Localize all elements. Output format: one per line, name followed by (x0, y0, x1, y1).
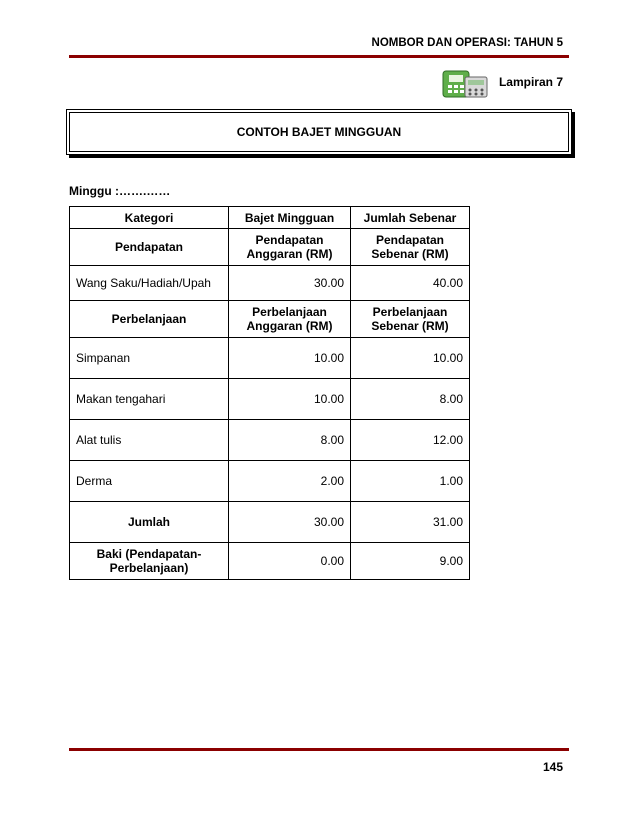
total-budget-value: 30.00 (229, 502, 351, 543)
income-header-cell: Pendapatan Sebenar (RM) (351, 229, 470, 266)
calculator-icon (441, 67, 493, 101)
balance-label: Baki (Pendapatan-Perbelanjaan) (70, 543, 229, 580)
table-row (70, 338, 470, 379)
budget-value: 10.00 (229, 338, 351, 379)
budget-value: 8.00 (229, 420, 351, 461)
row-label: Simpanan (70, 338, 229, 379)
header-title: NOMBOR DAN OPERASI: TAHUN 5 (371, 37, 563, 49)
actual-value: 10.00 (351, 338, 470, 379)
week-label: Minggu :…….…… (69, 184, 171, 198)
row-label: Derma (70, 461, 229, 502)
balance-budget-value: 0.00 (229, 543, 351, 580)
row-label: Alat tulis (70, 420, 229, 461)
total-label: Jumlah (70, 502, 229, 543)
balance-row (70, 543, 470, 580)
row-label: Wang Saku/Hadiah/Upah (70, 266, 229, 301)
expense-header-cell: Perbelanjaan Sebenar (RM) (351, 301, 470, 338)
appendix-label: Lampiran 7 (498, 75, 563, 89)
table-row (70, 420, 470, 461)
actual-value: 12.00 (351, 420, 470, 461)
expense-header-cell: Perbelanjaan (70, 301, 229, 338)
footer-divider (69, 748, 569, 751)
column-header: Kategori (70, 207, 229, 229)
expense-header-row (70, 301, 470, 338)
header-divider (69, 55, 569, 58)
page-number: 145 (542, 760, 563, 774)
actual-value: 8.00 (351, 379, 470, 420)
expense-header-cell: Perbelanjaan Anggaran (RM) (229, 301, 351, 338)
actual-value: 40.00 (351, 266, 470, 301)
budget-value: 2.00 (229, 461, 351, 502)
document-title: CONTOH BAJET MINGGUAN (236, 125, 402, 139)
income-header-cell: Pendapatan Anggaran (RM) (229, 229, 351, 266)
column-header: Bajet Mingguan (229, 207, 351, 229)
total-actual-value: 31.00 (351, 502, 470, 543)
total-row (70, 502, 470, 543)
table-row (70, 379, 470, 420)
budget-value: 30.00 (229, 266, 351, 301)
table-header-row (70, 207, 470, 229)
income-header-row (70, 229, 470, 266)
table-row (70, 266, 470, 301)
actual-value: 1.00 (351, 461, 470, 502)
row-label: Makan tengahari (70, 379, 229, 420)
table-row (70, 461, 470, 502)
document-title-box (69, 112, 569, 152)
budget-table (69, 206, 470, 580)
balance-actual-value: 9.00 (351, 543, 470, 580)
budget-value: 10.00 (229, 379, 351, 420)
income-header-cell: Pendapatan (70, 229, 229, 266)
column-header: Jumlah Sebenar (351, 207, 470, 229)
